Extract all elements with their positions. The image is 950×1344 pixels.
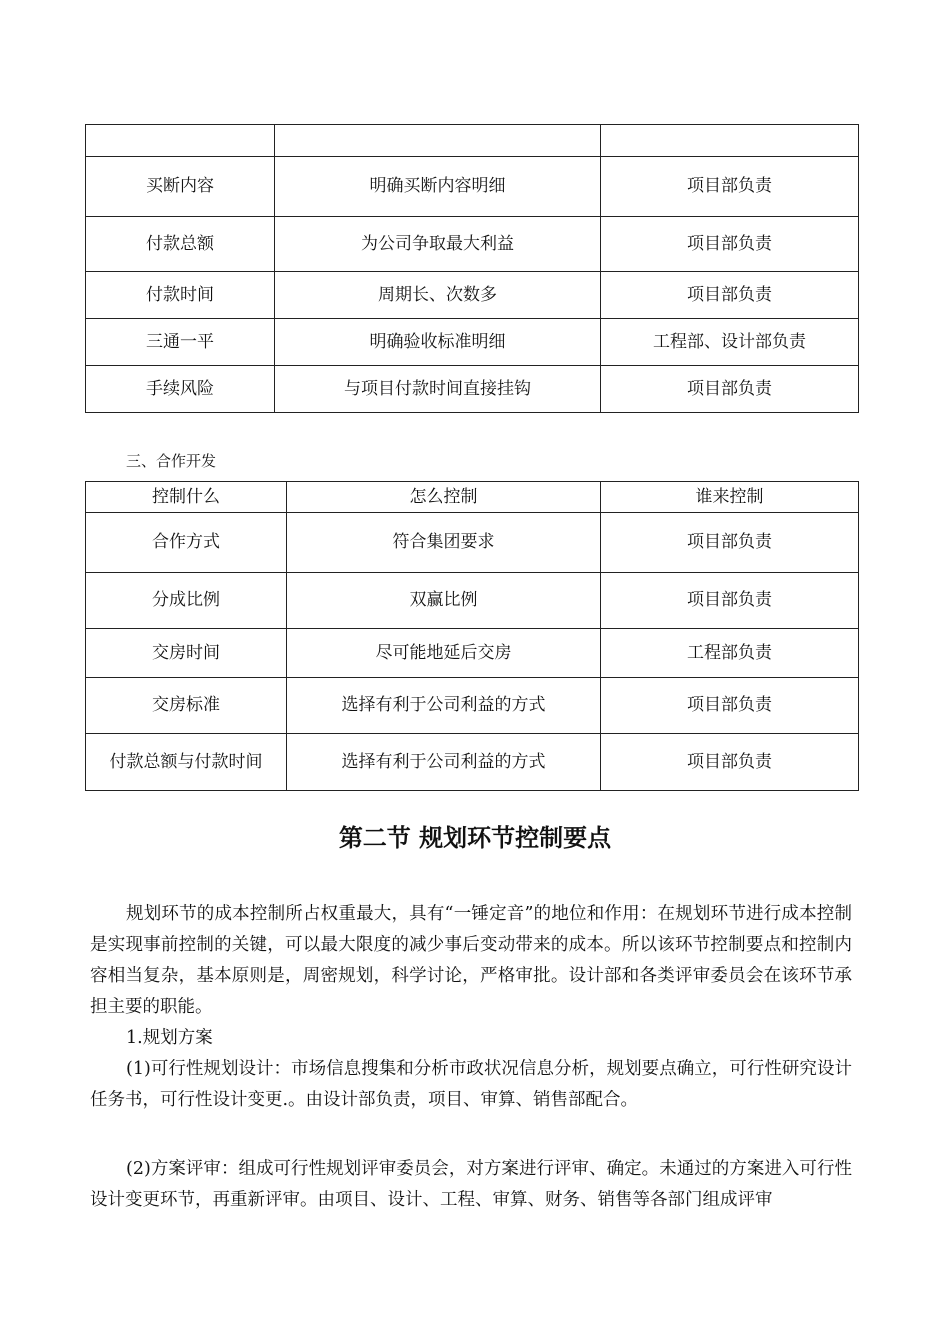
table-row <box>86 513 859 573</box>
table-row <box>86 366 859 413</box>
cost-control-table-1 <box>85 124 859 413</box>
item-paragraph-2: (2)方案评审：组成可行性规划评审委员会，对方案进行评审、确定。未通过的方案进入可行性设计变更环节，再重新评审。由项目、设计、工程、审算、财务、销售等各部门组成评审 <box>90 1159 852 1210</box>
table-cell: 工程部、设计部负责 <box>601 319 859 366</box>
item-paragraph-1: (1)可行性规划设计：市场信息搜集和分析市政状况信息分析，规划要点确立，可行性研究设计任务书，可行性设计变更.。由设计部负责，项目、审算、销售部配合。 <box>90 1059 852 1110</box>
table-row <box>86 678 859 734</box>
table-cell: 项目部负责 <box>601 573 859 629</box>
table-cell: 周期长、次数多 <box>275 272 601 319</box>
table-header-cell <box>601 125 859 157</box>
table-cell: 交房时间 <box>86 629 287 678</box>
table-cell: 付款总额 <box>86 217 275 272</box>
table-row <box>86 319 859 366</box>
table-cell: 项目部负责 <box>601 217 859 272</box>
table-cell: 工程部负责 <box>601 629 859 678</box>
table-cell: 三通一平 <box>86 319 275 366</box>
table-cell: 选择有利于公司利益的方式 <box>287 734 601 791</box>
table-cell: 选择有利于公司利益的方式 <box>287 678 601 734</box>
section-label: 三、合作开发 <box>126 452 217 470</box>
table-cell: 项目部负责 <box>601 272 859 319</box>
table-cell: 项目部负责 <box>601 157 859 217</box>
table-cell: 合作方式 <box>86 513 287 573</box>
table-cell: 符合集团要求 <box>287 513 601 573</box>
table-cell: 交房标准 <box>86 678 287 734</box>
table-cell: 尽可能地延后交房 <box>287 629 601 678</box>
table-cell: 付款总额与付款时间 <box>86 734 287 791</box>
table-row <box>86 629 859 678</box>
table-header-row <box>86 482 859 513</box>
table-cell: 与项目付款时间直接挂钩 <box>275 366 601 413</box>
table-cell: 项目部负责 <box>601 734 859 791</box>
item-heading: 1.规划方案 <box>126 1028 213 1048</box>
table-row <box>86 573 859 629</box>
table-row <box>86 157 859 217</box>
table-cell: 手续风险 <box>86 366 275 413</box>
table-cell: 付款时间 <box>86 272 275 319</box>
table-header-cell <box>275 125 601 157</box>
table-header-cell: 控制什么 <box>86 482 287 513</box>
table-cell: 双赢比例 <box>287 573 601 629</box>
table-cell: 分成比例 <box>86 573 287 629</box>
table-cell: 明确验收标准明细 <box>275 319 601 366</box>
table-header-cell: 谁来控制 <box>601 482 859 513</box>
table-cell: 项目部负责 <box>601 513 859 573</box>
cost-control-table-2 <box>85 481 859 791</box>
section-title: 第二节 规划环节控制要点 <box>338 824 612 852</box>
table-cell: 项目部负责 <box>601 366 859 413</box>
table-row <box>86 272 859 319</box>
table-header-cell: 怎么控制 <box>287 482 601 513</box>
table-header-cell <box>86 125 275 157</box>
table-header-row <box>86 125 859 157</box>
table-row <box>86 217 859 272</box>
intro-paragraph: 规划环节的成本控制所占权重最大，具有“一锤定音”的地位和作用：在规划环节进行成本控制是实现事前控制的关键，可以最大限度的减少事后变动带来的成本。所以该环节控制要点和控制内容相当复杂，基本原则是，周密规划，科学讨论，严格审批。设计部和各类评审委员会在该环节承担主要的职能。 <box>90 904 852 1017</box>
table-cell: 项目部负责 <box>601 678 859 734</box>
table-row <box>86 734 859 791</box>
table-cell: 为公司争取最大利益 <box>275 217 601 272</box>
table-cell: 明确买断内容明细 <box>275 157 601 217</box>
table-cell: 买断内容 <box>86 157 275 217</box>
